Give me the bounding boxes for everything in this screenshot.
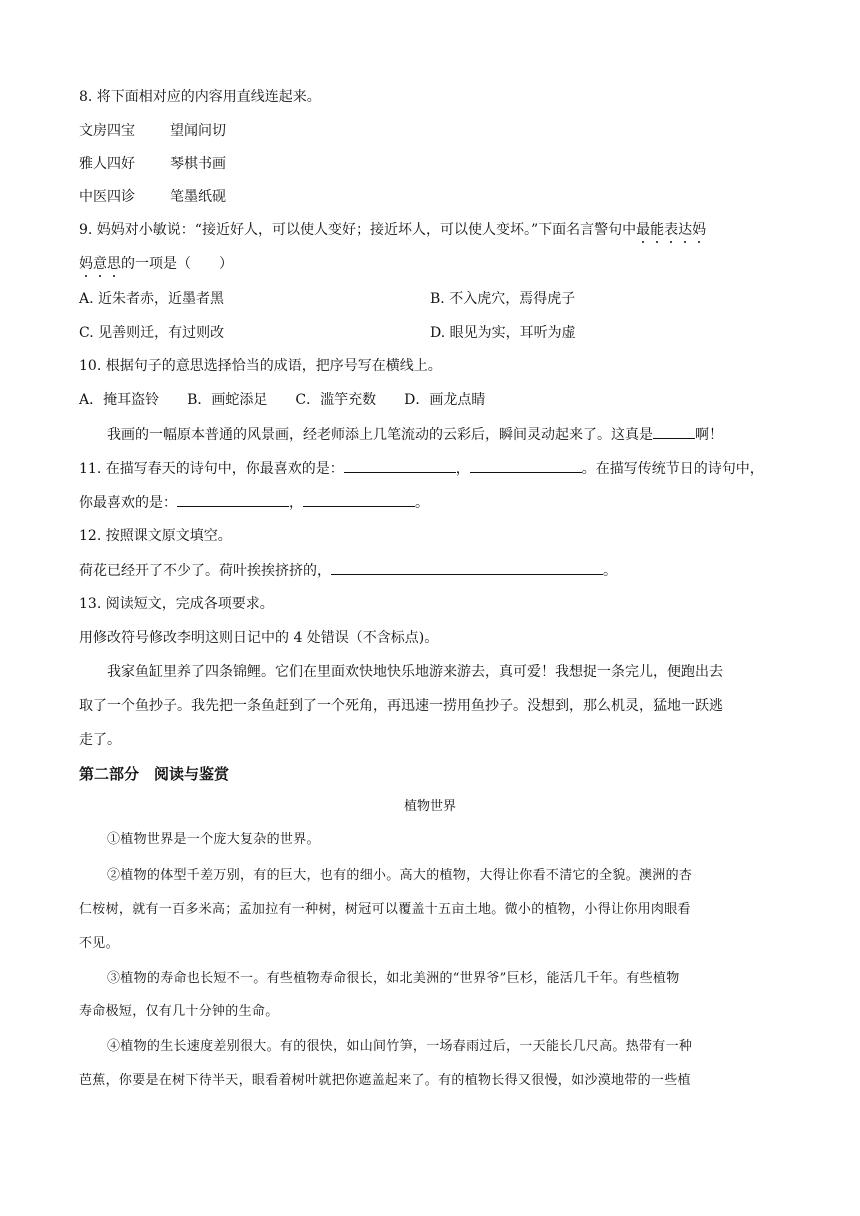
- q12-text: 荷花已经开了不少了。荷叶挨挨挤挤的，: [79, 563, 331, 579]
- q8-left-item: 雅人四好: [79, 156, 135, 172]
- q8-right-item: 笔墨纸砚: [170, 189, 226, 205]
- q9-option-d: D. 眼见为实，耳听为虚: [430, 325, 576, 341]
- passage-line: ①植物世界是一个庞大复杂的世界。: [107, 832, 320, 847]
- q10-sentence: [107, 424, 723, 445]
- passage-line: ②植物的体型千差万别，有的巨大，也有的细小。高大的植物，大得让你看不清它的全貌。澳洲的杏: [107, 868, 693, 883]
- q8-right-item: 琴棋书画: [170, 156, 226, 172]
- section-heading: 第二部分 阅读与鉴赏: [79, 765, 230, 783]
- q11-prompt-text: 。在描写传统节日的诗句中，: [581, 461, 764, 477]
- passage-title: 植物世界: [403, 799, 456, 814]
- emphasis-char: 妈: [79, 256, 93, 272]
- q13-diary-line: 取了一个鱼抄子。我先把一条鱼赶到了一个死角，再迅速一捞用鱼抄子。没想到，那么机灵，猛地一跃逃: [79, 698, 723, 714]
- q12-answer-blank[interactable]: [331, 560, 603, 575]
- q11-prompt-text: 11. 在描写春天的诗句中，你最喜欢的是：: [79, 461, 344, 477]
- q13-diary-line: 我家鱼缸里养了四条锦鲤。它们在里面欢快地快乐地游来游去，真可爱！我想捉一条完儿，便跑出去: [107, 664, 723, 680]
- q12-fill-line: [79, 560, 617, 581]
- q11-prompt-text: 你最喜欢的是：: [79, 495, 177, 511]
- q11-answer-blank[interactable]: [470, 458, 582, 473]
- q10-choices: A．掩耳盗铃 B．画蛇添足 C．滥竽充数 D．画龙点睛: [79, 392, 486, 408]
- q13-prompt: 13. 阅读短文，完成各项要求。: [79, 596, 274, 612]
- emphasis-char: 思: [107, 256, 121, 272]
- q11-answer-blank[interactable]: [303, 492, 415, 507]
- emphasis-char: 意: [93, 256, 107, 272]
- q11-comma: ，: [289, 495, 303, 511]
- q9-prompt-text: 9. 妈妈对小敏说：“接近好人，可以使人变好；接近坏人，可以使人变坏。”下面名言警句中: [79, 222, 637, 238]
- emphasis-char: 能: [650, 222, 665, 238]
- passage-line: ③植物的寿命也长短不一。有些植物寿命很长，如北美洲的“世界爷”巨杉，能活几千年。有些植物: [107, 971, 680, 986]
- q9-prompt-line1: [79, 220, 706, 240]
- emphasis-char: 达: [678, 222, 693, 238]
- q8-left-item: 中医四诊: [79, 189, 135, 205]
- emphasis-char: 最: [636, 222, 651, 238]
- passage-line: 芭蕉，你要是在树下待半天，眼看着树叶就把你遮盖起来了。有的植物长得又很慢，如沙漠地带的一些植: [79, 1073, 691, 1088]
- passage-line: 仁桉树，就有一百多米高；孟加拉有一种树，树冠可以覆盖十五亩土地。微小的植物，小得让你用肉眼看: [79, 902, 691, 917]
- q9-emphasis-text: [636, 222, 706, 238]
- q9-emphasis-text: [79, 256, 121, 272]
- passage-line: 不见。: [79, 936, 119, 951]
- emphasis-char: 表: [664, 222, 679, 238]
- q11-line1: [79, 458, 764, 479]
- passage-line: ④植物的生长速度差别很大。有的很快，如山间竹笋，一场春雨过后，一天能长几尺高。热带有一种: [107, 1039, 693, 1054]
- q10-prompt: 10. 根据句子的意思选择恰当的成语，把序号写在横线上。: [79, 358, 442, 374]
- q8-right-item: 望闻问切: [170, 123, 226, 139]
- q11-comma: ，: [455, 461, 470, 477]
- q10-sentence-end: 啊！: [695, 427, 723, 443]
- q10-answer-blank[interactable]: [653, 424, 695, 439]
- passage-line: 寿命极短，仅有几十分钟的生命。: [79, 1004, 279, 1019]
- q9-option-c: C. 见善则迁，有过则改: [79, 325, 225, 341]
- q10-sentence-text: 我画的一幅原本普通的风景画，经老师添上几笔流动的云彩后，瞬间灵动起来了。这真是: [107, 427, 653, 443]
- q12-prompt: 12. 按照课文原文填空。: [79, 528, 232, 544]
- emphasis-char: 妈: [692, 222, 707, 238]
- q12-end: 。: [603, 563, 617, 579]
- q13-instruction: 用修改符号修改李明这则日记中的 4 处错误（不含标点)。: [79, 630, 439, 646]
- q11-answer-blank[interactable]: [344, 458, 456, 473]
- q13-diary-line: 走了。: [79, 732, 121, 748]
- q8-prompt: 8. 将下面相对应的内容用直线连起来。: [79, 89, 321, 105]
- q8-left-item: 文房四宝: [79, 123, 135, 139]
- q9-option-a: A. 近朱者赤，近墨者黑: [79, 291, 225, 307]
- q9-prompt-text: 的一项是（ ）: [121, 256, 233, 272]
- q9-prompt-line2: [79, 254, 233, 274]
- q9-option-b: B. 不入虎穴，焉得虎子: [430, 291, 576, 307]
- q11-line2: [79, 492, 429, 513]
- q11-answer-blank[interactable]: [177, 492, 289, 507]
- q11-period: 。: [415, 495, 429, 511]
